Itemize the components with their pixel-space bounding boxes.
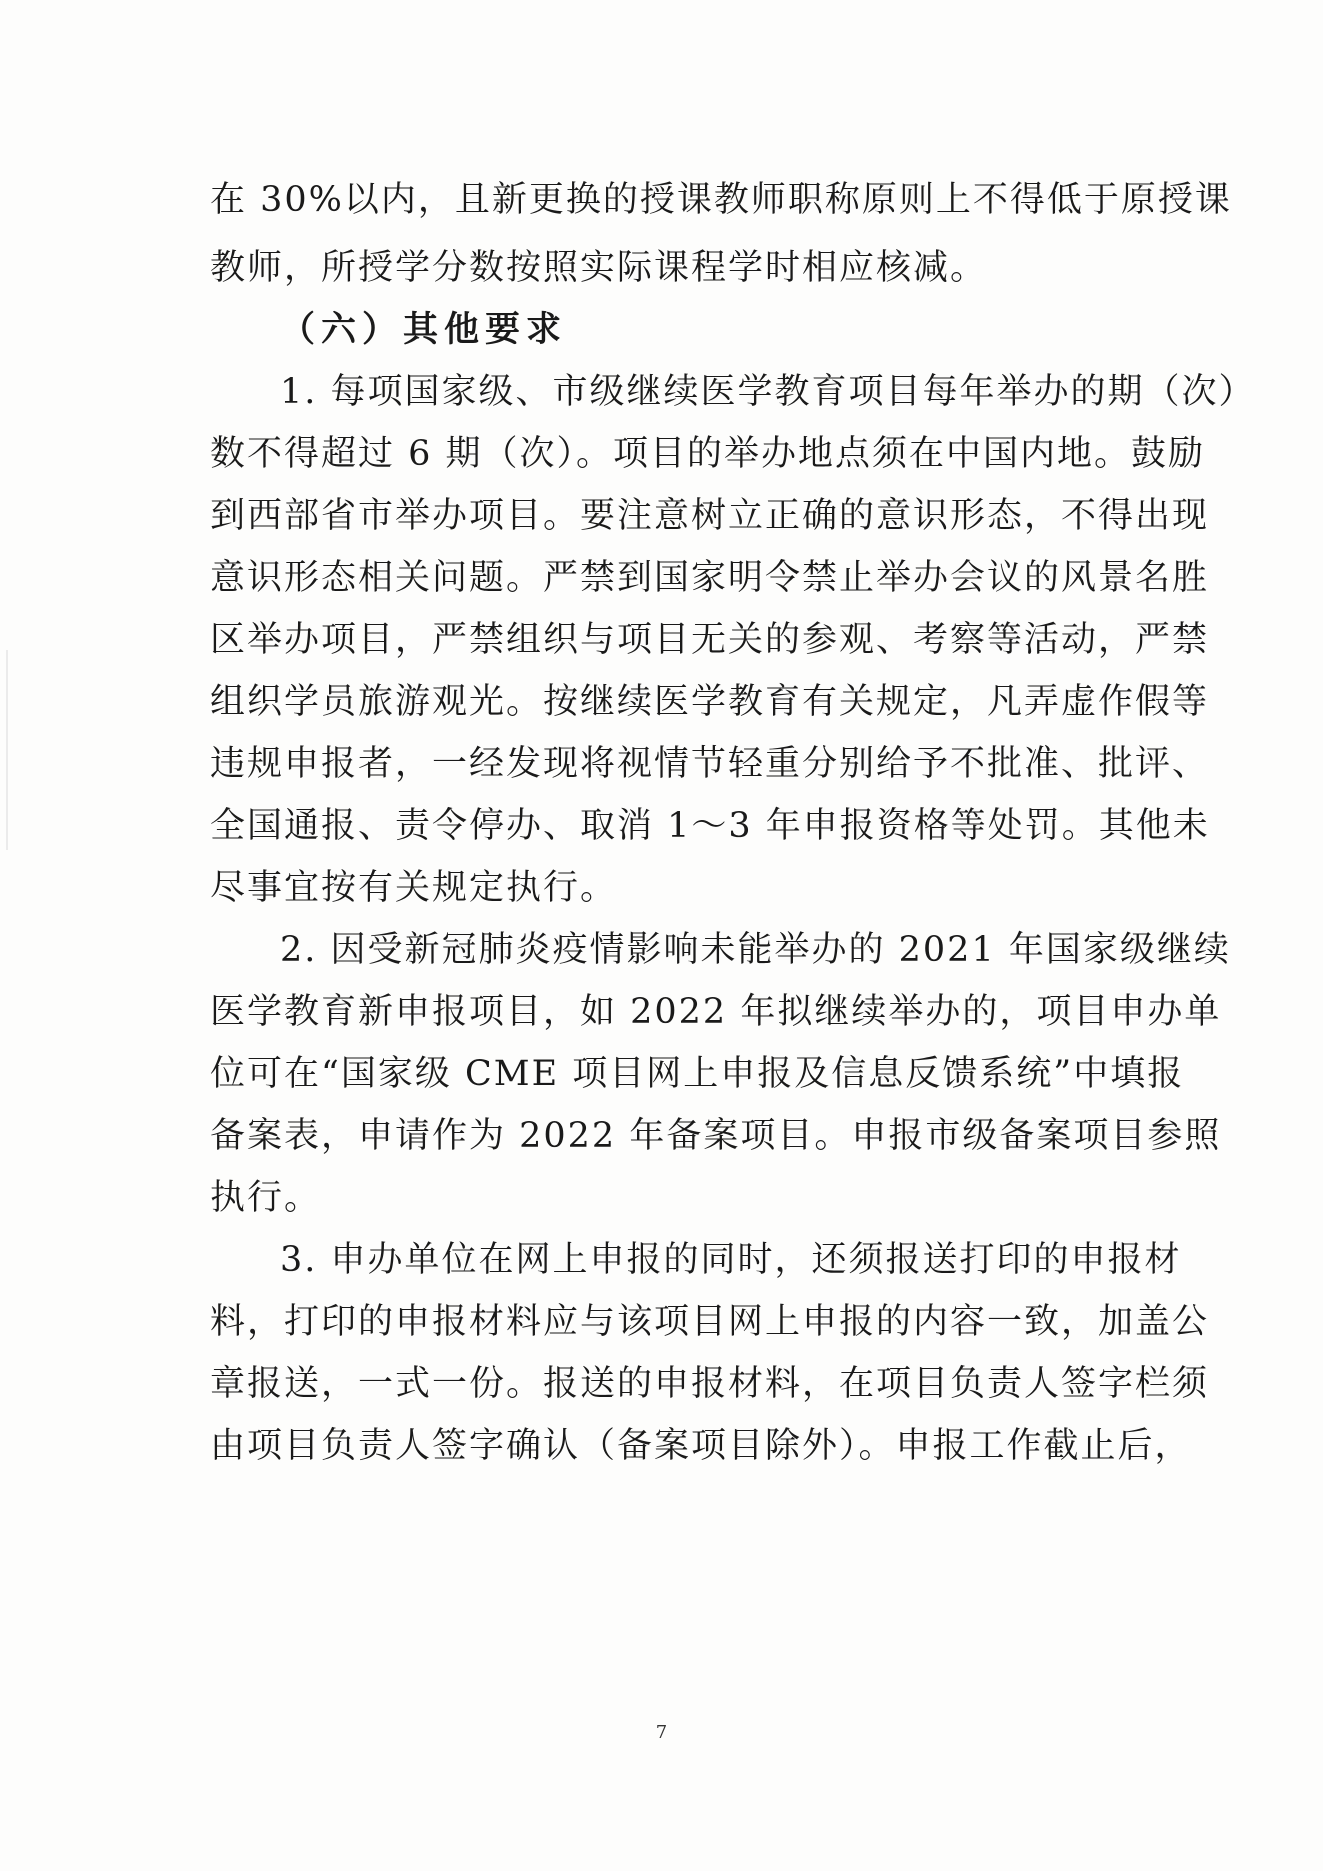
text-line: 教师，所授学分数按照实际课程学时相应核减。 bbox=[210, 248, 988, 288]
text-line: 章报送，一式一份。报送的申报材料，在项目负责人签字栏须 bbox=[210, 1364, 1210, 1404]
text-line: 3. 申办单位在网上申报的同时，还须报送打印的申报材 bbox=[280, 1240, 1182, 1280]
text-line: 意识形态相关问题。严禁到国家明令禁止举办会议的风景名胜 bbox=[210, 558, 1210, 598]
text-line: 区举办项目，严禁组织与项目无关的参观、考察等活动，严禁 bbox=[210, 620, 1210, 660]
text-line: 全国通报、责令停办、取消 1～3 年申报资格等处罚。其他未 bbox=[210, 806, 1210, 846]
text-line: 1. 每项国家级、市级继续医学教育项目每年举办的期（次） bbox=[280, 372, 1256, 412]
text-line: 数不得超过 6 期（次）。项目的举办地点须在中国内地。鼓励 bbox=[210, 434, 1206, 474]
text-line: 位可在“国家级 CME 项目网上申报及信息反馈系统”中填报 bbox=[210, 1054, 1185, 1094]
text-line: 备案表，申请作为 2022 年备案项目。申报市级备案项目参照 bbox=[210, 1116, 1222, 1156]
text-line: 违规申报者，一经发现将视情节轻重分别给予不批准、批评、 bbox=[210, 744, 1210, 784]
text-line: 2. 因受新冠肺炎疫情影响未能举办的 2021 年国家级继续 bbox=[280, 930, 1231, 970]
text-line: 料，打印的申报材料应与该项目网上申报的内容一致，加盖公 bbox=[210, 1302, 1210, 1342]
text-line: 到西部省市举办项目。要注意树立正确的意识形态，不得出现 bbox=[210, 496, 1210, 536]
page-number: 7 bbox=[655, 1722, 668, 1743]
section-heading: （六）其他要求 bbox=[280, 309, 568, 350]
text-line: 组织学员旅游观光。按继续医学教育有关规定，凡弄虚作假等 bbox=[210, 682, 1210, 722]
text-line: 在 30%以内，且新更换的授课教师职称原则上不得低于原授课 bbox=[210, 180, 1232, 220]
text-line: 尽事宜按有关规定执行。 bbox=[210, 868, 618, 908]
text-line: 由项目负责人签字确认（备案项目除外）。申报工作截止后， bbox=[210, 1426, 1192, 1466]
scan-edge-mark bbox=[6, 650, 8, 850]
text-line: 执行。 bbox=[210, 1178, 322, 1218]
text-line: 医学教育新申报项目，如 2022 年拟继续举办的，项目申办单 bbox=[210, 992, 1222, 1032]
